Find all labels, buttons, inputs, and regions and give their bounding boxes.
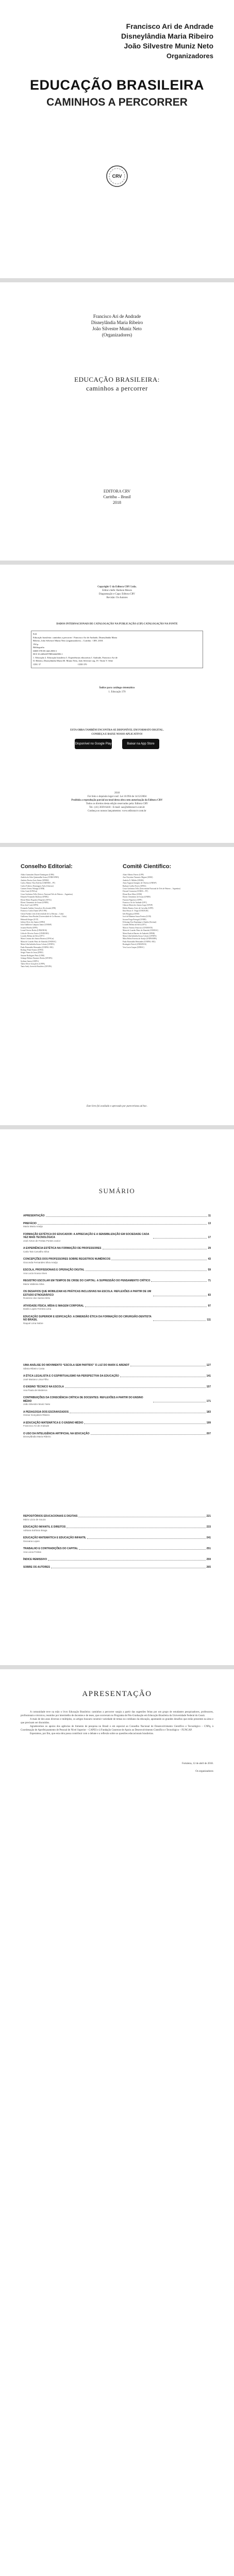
toc-entry-title: EDUCAÇÃO INFANTIL E DIREITOS bbox=[23, 1526, 66, 1529]
toc-entry-author: Disneylândia Maria Ribeiro bbox=[23, 1435, 51, 1438]
toc-entry-author: Francisco Ari de Andrade bbox=[23, 1425, 49, 1427]
editorial-council-title: Conselho Editorial: bbox=[21, 863, 73, 870]
legal-contact: Tel.: (41) 3039-6418 - E-mail: sac@editoracrv.com.br bbox=[89, 806, 145, 809]
toc-dot-leader bbox=[48, 1560, 206, 1561]
council-member: Gláucia Maria dos Santos Jorge (UFOP) bbox=[123, 904, 153, 907]
copyright-page bbox=[0, 565, 234, 843]
toc-entry[interactable] bbox=[23, 1214, 211, 1218]
presentation-page bbox=[0, 1669, 234, 2576]
council-page bbox=[0, 847, 234, 1125]
toc-entry-title: A PEDAGOGIA DOS ESCRAVIZADOS bbox=[23, 1410, 69, 1414]
presentation-paragraph: Agradecemos os apoios dos agências de fomento de pesquisa no Brasil e em especial ao Conselho Nacional de Desenvolvimento Científico e Tecnológico – CNPq, à Coordenação de Aperfeiçoamento de Pessoal de Nível Superior – CAPES e à Fundação Cearense de Apoio ao Desenvolvimento Científico e Tecnológico – FUNCAP. bbox=[21, 1725, 213, 1732]
publisher-name: EDITORA CRV bbox=[103, 489, 131, 494]
catalog-line: CDU 37 CDD 370 bbox=[33, 663, 87, 666]
toc-entry-author: Mário Lúcio de Souza bbox=[23, 1518, 46, 1521]
toc-entry-author: José Airton de Freitas Pontes Junior bbox=[23, 1239, 61, 1242]
legal-deposit: Foi feito o depósito legal conf. Lei 10.994 de 14/12/2004 bbox=[87, 795, 147, 798]
council-member: Elizeu Clementino de Souza (UNEB) bbox=[21, 902, 48, 904]
copyright-credits bbox=[21, 585, 213, 600]
toc-section-1 bbox=[23, 1214, 211, 1329]
toc-dot-leader bbox=[87, 1538, 205, 1539]
toc-entry-heading bbox=[23, 1566, 211, 1569]
council-member: Leonel Severo Rocha (UNISINOS) bbox=[21, 929, 47, 932]
toc-entry-page: 71 bbox=[208, 1279, 211, 1282]
catalog-line: 194 p. bbox=[33, 642, 39, 646]
council-member: Simone Rodrigues Pinto (UNB) bbox=[21, 954, 45, 957]
council-member: Rodrigo Pratte-Santos (UFES) bbox=[21, 948, 43, 951]
toc-entry-author: Marta Maria Araújo bbox=[23, 1225, 43, 1228]
council-member: Francisco Ari de Andrade (UFC) bbox=[123, 902, 147, 904]
council-member: Eduardo Fernandes Barbosa (UFMG) bbox=[21, 896, 49, 899]
toc-entry-author: Adriana Eufrásio Braga bbox=[23, 1529, 47, 1532]
council-member: Maria Lília Imbiriba Sousa Colares (UFOPA) bbox=[21, 943, 55, 946]
half-title-authors bbox=[0, 313, 234, 338]
toc-entry[interactable] bbox=[23, 1304, 211, 1311]
toc-entry-author: Sâmia Ribeiro Costa bbox=[23, 1367, 45, 1370]
toc-entry-title: FORMAÇÃO ESTÉTICA DO EDUCADOR: A APRECIAÇÃO E A SENSIBILIZAÇÃO EM SOCIEDADE CADA VEZ MAIS TECNOLÓGICA bbox=[23, 1232, 149, 1239]
council-member: Tania Suely Azevedo Brasileiro (UFOPA) bbox=[21, 965, 52, 968]
council-member: Lourdes Helena da Silva (UFV) bbox=[123, 924, 146, 926]
toc-dot-leader bbox=[86, 1270, 207, 1271]
toc-entry-page: 157 bbox=[206, 1385, 211, 1388]
half-title-publisher bbox=[0, 488, 234, 505]
half-title-author: João Silvestre Muniz Neto bbox=[92, 326, 142, 331]
toc-entry-author: Osmar Gonçalves Ribeiro bbox=[23, 1414, 50, 1416]
cover-author: João Silvestre Muniz Neto bbox=[124, 42, 213, 50]
presentation-title: APRESENTAÇÃO bbox=[82, 1690, 152, 1698]
toc-entry-page: 59 bbox=[208, 1268, 211, 1272]
scientific-committee-list bbox=[123, 874, 213, 949]
council-member: Cesar Gerônimo Tello (Univer. Nacional Três de Febrero – Argentina) bbox=[21, 893, 73, 895]
council-member: Carlos Alberto Vilar Estêvão (UMINHO – PT) bbox=[21, 882, 56, 885]
cover-author: Francisco Ari de Andrade bbox=[126, 22, 213, 30]
council-member: Francisco Carlos Duarte (PUC-PR) bbox=[21, 910, 47, 912]
council-member: Rosângela Fritsch (UNISINOS) bbox=[123, 943, 146, 946]
toc-entry-heading bbox=[23, 1396, 211, 1403]
presentation-paragraph: Esperamos, por fim, que esta obra possa contribuir com o debate e a reflexão sobre as questões educacionais brasileiras. bbox=[30, 1733, 154, 1735]
council-member: Míria Helen Ferreira de Araújo (UNIPAMPA) bbox=[123, 938, 157, 940]
toc-entry-author: Maria Valdenia Silva bbox=[23, 1282, 44, 1285]
council-member: Carmen Tereza Velanga (UNIR) bbox=[21, 888, 45, 890]
toc-entry-title: ATIVIDADE FÍSICA, MÍDIA E IMAGEM CORPORAL bbox=[23, 1304, 84, 1308]
toc-entry-author: Raquel Lima Nobre bbox=[23, 1321, 43, 1325]
council-member: Jussara Fraga Portugal (UNEB) bbox=[123, 918, 146, 921]
council-member: Gloria Fariñas León (Universidade de La Havana – Cuba) bbox=[21, 912, 64, 915]
toc-entry[interactable] bbox=[23, 1536, 211, 1543]
publisher-logo-icon bbox=[106, 165, 128, 188]
toc-entry-page: 199 bbox=[206, 1421, 211, 1425]
toc-entry-title: ÍNDICE REMISSIVO bbox=[23, 1558, 47, 1561]
toc-entry[interactable] bbox=[23, 1315, 211, 1326]
index-entry: 1. Educação 370 bbox=[108, 691, 126, 693]
toc-dot-leader bbox=[65, 1387, 206, 1388]
council-member: Kilwangy Kya Kapitango-a-Samba (Unemat) bbox=[123, 921, 157, 923]
toc-entry-page: 233 bbox=[206, 1526, 211, 1529]
council-member: Diosnel Centurion (UNIDA – PY) bbox=[123, 890, 148, 893]
toc-entry-title: O ENSINO TÉCNICO NA ESCOLA bbox=[23, 1385, 64, 1388]
catalog-line: II. Ribeiro, Disneylândia Maria III. Muniz Neto, João Silvestre org. IV. Título V. Série bbox=[33, 659, 113, 662]
toc-entry-page: 83 bbox=[208, 1293, 211, 1297]
toc-entry-page: 11 bbox=[208, 1214, 211, 1217]
toc-entry[interactable] bbox=[23, 1432, 211, 1439]
toc-entry-heading bbox=[23, 1233, 211, 1240]
copyright-line: Revisão: Os Autores bbox=[106, 597, 128, 599]
toc-entry[interactable] bbox=[23, 1279, 211, 1286]
publisher-logo-text: CRV bbox=[112, 174, 122, 179]
toc-entry-author: Geovana Lopes bbox=[23, 1539, 40, 1543]
cover-organizers-label: Organizadores bbox=[166, 52, 213, 60]
toc-entry-heading bbox=[23, 1290, 211, 1297]
toc-entry[interactable] bbox=[23, 1421, 211, 1428]
toc-entry-page: 141 bbox=[206, 1375, 211, 1378]
toc-entry-heading bbox=[23, 1214, 211, 1218]
cover-title: EDUCAÇÃO BRASILEIRA bbox=[29, 77, 204, 93]
toc-entry-heading bbox=[23, 1315, 211, 1322]
half-title-author: Francisco Ari de Andrade bbox=[93, 314, 141, 319]
council-member: Sydione Santos (UEPG) bbox=[21, 960, 39, 962]
catalog-line: 1. Educação 2. Educação brasileira 3. Experiências educativas I. Andrade, Francisco Ari de bbox=[33, 656, 118, 659]
council-member: Sérgio Nunes de Jesus (IFRO) bbox=[21, 952, 43, 954]
presentation-signature: Os organizadores bbox=[195, 1770, 213, 1773]
council-member: Eliane Rose Maio (UEM) bbox=[123, 893, 142, 895]
council-member: Elizeu Clementino de Souza (UNEB) bbox=[123, 896, 151, 899]
toc-entry[interactable] bbox=[23, 1247, 211, 1253]
council-member: Paulo Romualdo Hernandes (UNIFAL-MG) bbox=[21, 946, 54, 948]
council-member: Lourdes Helena da Silva (UFV) bbox=[21, 935, 44, 937]
council-member: Altair Alberto Fávero (UPF) bbox=[123, 874, 144, 876]
catalog-record bbox=[31, 631, 203, 668]
copyright-line: Editor-chefe: Railson Moura bbox=[102, 589, 132, 592]
scientific-committee-title: Comitê Científico: bbox=[123, 863, 172, 870]
legal-rights: Todos os direitos desta edição reservados pela: Editora CRV bbox=[86, 803, 148, 805]
toc-entry-page: 97 bbox=[208, 1304, 211, 1308]
toc-entry-author: João Silvestre Muniz Neto bbox=[23, 1403, 51, 1405]
council-member: Tadeu Oliver Gonçalves (UFPA) bbox=[21, 963, 45, 965]
cover-authors bbox=[121, 22, 213, 61]
toc-entry-page: 29 bbox=[208, 1247, 211, 1250]
toc-entry-title: PREFÁCIO bbox=[23, 1222, 37, 1225]
council-member: Barbara Coelho Neves (UFBA) bbox=[123, 885, 146, 887]
toc-entry[interactable] bbox=[23, 1566, 211, 1569]
publisher-year: 2018 bbox=[113, 500, 121, 505]
toc-entry-title: OS DESAFIOS QUE MOBILIZAM AS PRÁTICAS INCLUSIVAS NA ESCOLA: REFLEXÕES A PARTIR DE UM ESTUDO ETNOGRÁFICO bbox=[23, 1290, 152, 1297]
toc-entry-page: 207 bbox=[206, 1432, 211, 1435]
cover-author: Disneylândia Maria Ribeiro bbox=[121, 32, 213, 40]
council-member: João Adalberto Campato Junior (UNESP) bbox=[21, 924, 52, 926]
toc-entry[interactable] bbox=[23, 1515, 211, 1521]
toc-dot-leader bbox=[84, 1423, 205, 1424]
toc-entry-page: 259 bbox=[206, 1558, 211, 1561]
toc-entry-page: 183 bbox=[206, 1410, 211, 1414]
peer-review-note: Este livro foi avaliado e aprovado por pareceristas ad hoc. bbox=[86, 1105, 148, 1108]
catalog-line: DOI 10.24824/978854442983.1 bbox=[33, 653, 63, 655]
catalog-line: ISBN 978-85-444-2983-1 bbox=[33, 649, 57, 652]
council-member: Josania Portela (UFPI) bbox=[21, 926, 38, 929]
half-title-line: caminhos a percorrer bbox=[86, 384, 148, 392]
council-member: Vera Lucia Gaspar (UDESC) bbox=[123, 946, 144, 948]
index-title: Índice para catálogo sistemático bbox=[99, 687, 135, 689]
council-member: Solange Helena Ximenes-Rocha (UFOPA) bbox=[21, 957, 53, 960]
toc-dot-leader bbox=[46, 1216, 207, 1217]
toc-entry[interactable] bbox=[23, 1396, 211, 1406]
catalog-line: E24 bbox=[33, 633, 37, 635]
catalog-heading: DADOS INTERNACIONAIS DE CATALOGAÇÃO NA PUBLICAÇÃO (CIP) CATALOGAÇÃO NA FONTE bbox=[56, 623, 178, 625]
toc-entry-page: 221 bbox=[206, 1515, 211, 1518]
half-title-line: EDUCAÇÃO BRASILEIRA: bbox=[74, 376, 160, 383]
catalog-line: Ribeiro, João Silvestre Muniz Neto (organizadores) – Curitiba : CRV, 2018. bbox=[33, 639, 104, 642]
toc-entry-page: 127 bbox=[206, 1364, 211, 1367]
toc-entry-title: UMA ANÁLISE DO MOVIMENTO “ESCOLA SEM PARTIDO” À LUZ DO MARX E ARENDT bbox=[23, 1364, 130, 1367]
council-member: Helder Buenos Aires de Carvalho (UFPI) bbox=[123, 907, 154, 909]
legal-reproduction: Proibida a reprodução parcial ou total desta obra sem autorização da Editora CRV bbox=[71, 799, 163, 802]
toc-entry-title: ESCOLA, PROFISSIONAIS E OPERAÇÃO DIGITAL bbox=[23, 1268, 85, 1272]
toc-entry-title: CONCEPÇÕES DOS PROFESSORES SOBRE REGISTROS NUMÉRICOS bbox=[23, 1258, 111, 1261]
toc-entry-page: 241 bbox=[206, 1536, 211, 1539]
toc-entry-page: 43 bbox=[208, 1258, 211, 1261]
council-member: Ana Chrystina Venancio Mignot (UERJ) bbox=[123, 876, 153, 879]
toc-entry[interactable] bbox=[23, 1375, 211, 1381]
toc-entry-author: Rosirene dos Santos Brito bbox=[23, 1297, 51, 1299]
council-member: Maria de Lourdes Pinto de Almeida (UNOESC) bbox=[123, 929, 159, 932]
toc-entry[interactable] bbox=[23, 1233, 211, 1243]
toc-dot-leader bbox=[79, 1549, 205, 1550]
cover-title-block bbox=[0, 77, 234, 109]
council-member: Helmuth Krüger (UCP) bbox=[21, 918, 38, 921]
toc-entry-author: Carla Tais Carvalho Silva bbox=[23, 1250, 49, 1253]
summary-title: SUMÁRIO bbox=[98, 1187, 136, 1195]
council-member: Maria Lília Imbiriba Sousa Colares (UFOPA) bbox=[123, 935, 157, 937]
toc-entry-page: 111 bbox=[207, 1318, 211, 1321]
toc-entry-title: A ÉTICA LEGALISTA E O ESPIRITUALISMO NA PERSPECTIVA DA EDUCAÇÃO bbox=[23, 1375, 119, 1378]
toc-entry-title: SOBRE OS AUTORES bbox=[23, 1565, 50, 1569]
toc-dot-leader bbox=[153, 1320, 206, 1321]
toc-entry[interactable] bbox=[23, 1222, 211, 1229]
toc-entry-title: O USO DA INTELIGÊNCIA ARTIFICIAL NA EDUCAÇÃO bbox=[23, 1432, 90, 1435]
toc-section-2 bbox=[23, 1364, 211, 1443]
toc-entry-heading bbox=[23, 1558, 211, 1562]
toc-dot-leader bbox=[91, 1434, 206, 1435]
council-member: Maria de Lourdes Pinto de Almeida (UNOESC) bbox=[21, 940, 57, 943]
toc-entry-title: EDUCAÇÃO SUPERIOR E EDIFICAÇÃO: A DIMENSÃO ÉTICA DA FORMAÇÃO DO CIRURGIÃO-DENTISTA NO BRASIL bbox=[23, 1315, 152, 1321]
half-title-author: Disneylândia Maria Ribeiro bbox=[91, 320, 143, 325]
council-member: Antônio Pereira Gaio Júnior (UFRRJ) bbox=[21, 879, 49, 882]
legal-website: Conheça os nossos lançamentos: www.editoracrv.com.br bbox=[88, 810, 146, 812]
toc-entry[interactable] bbox=[23, 1364, 211, 1370]
half-title-heading bbox=[0, 375, 234, 393]
toc-entry[interactable] bbox=[23, 1385, 211, 1392]
council-member: Guillermo Arias Beatón (Universidade de La Havana – Cuba) bbox=[21, 916, 66, 918]
copyright-line: Diagramação e Capa: Editora CRV bbox=[98, 593, 136, 596]
council-member: Paulo Romualdo Hernandes (UNIFAL-MG) bbox=[123, 940, 156, 943]
toc-entry-page: 171 bbox=[206, 1399, 211, 1403]
toc-entry-page: 265 bbox=[206, 1565, 211, 1569]
council-member: Carlos Federico Dominguez Avila (Unieuro) bbox=[21, 885, 54, 887]
toc-entry-title: REGISTRO ESCOLAR EM TEMPOS DE CRISE DO CAPITAL: A SUPRESSÃO DO PENSAMENTO CRÍTICO bbox=[23, 1279, 151, 1282]
copyright-line: Copyright © da Editora CRV Ltda. bbox=[97, 586, 137, 588]
toc-dot-leader bbox=[38, 1224, 207, 1225]
cover-page bbox=[0, 0, 234, 278]
catalog-line: Bibliografia bbox=[33, 646, 44, 649]
editorial-council-list bbox=[21, 874, 111, 969]
legal-notice bbox=[21, 791, 213, 813]
app-store-button[interactable]: Baixar na App Store bbox=[122, 739, 159, 749]
presentation-body bbox=[21, 1710, 213, 1736]
toc-entry-author: Gioconda Fernandes Silva Araújo bbox=[23, 1261, 58, 1264]
toc-entry[interactable] bbox=[23, 1526, 211, 1532]
council-member: Inês Bragança (UERJ) bbox=[123, 912, 140, 915]
toc-entry-title: APRESENTAÇÃO bbox=[23, 1214, 45, 1217]
council-member: Elione Maria Nogueira Diogenes (UFAL) bbox=[21, 899, 52, 901]
toc-entry-title: EDUCAÇÃO MATEMÁTICA E EDUCAÇÃO INFANTIL bbox=[23, 1536, 87, 1539]
toc-entry[interactable] bbox=[23, 1290, 211, 1300]
toc-dot-leader bbox=[151, 1281, 207, 1282]
toc-entry-author: Ana Lúcia Freitas bbox=[23, 1550, 42, 1553]
council-member: Maria Eurácia Barreto de Andrade (UFRB) bbox=[123, 932, 155, 935]
digital-notice: ESTA OBRA TAMBÉM ENCONTRA-SE DISPONÍVEL EM FORMATO DIGITAL. bbox=[70, 729, 164, 732]
presentation-date: Fortaleza, 12 de abril de 2018. bbox=[182, 1762, 213, 1765]
council-member: Andréia N. Militão (UEMS) bbox=[123, 879, 144, 882]
presentation-paragraph: A mais de dez anos diversos e múltiplos, os artigos buscam construir variedade de temas no cotidiano da educação, apontando os grandes desafios que estão presentes na área e que precisam ser discutidos. bbox=[21, 1718, 213, 1724]
council-member: Aldira Guimarães Duarte Domínguez (UNB) bbox=[21, 874, 54, 876]
council-member: Cesar Gerônimo Tello (Universidad Nacional de Três de Febrero – Argentina) bbox=[123, 888, 180, 890]
half-title-organizers: (Organizadores) bbox=[102, 332, 132, 337]
council-member: Andréia da Silva Quintanilha Sousa (UNIR/UFRN) bbox=[21, 876, 59, 879]
council-member: Fernando Antônio Gonçalves Alcoforado (IPB) bbox=[21, 907, 56, 909]
toc-entry[interactable] bbox=[23, 1268, 211, 1275]
council-member: Ilma Passos A. Veiga (UNICEUB) bbox=[123, 910, 148, 912]
toc-entry-author: José Mariano Lima Filho bbox=[23, 1378, 49, 1381]
toc-entry-page: 17 bbox=[208, 1236, 211, 1239]
council-member: Anna Augusta Sampaio de Oliveira (UNESP) bbox=[123, 882, 157, 885]
legal-year: 2018 bbox=[114, 792, 120, 794]
toc-entry-author: Ana Lucia Sousa Alves bbox=[23, 1272, 47, 1275]
toc-entry-title: CONTRIBUIÇÕES DA CONSCIÊNCIA CRÍTICA DE DOCENTES: REFLEXÕES A PARTIR DO ENSINO MÉDIO bbox=[23, 1396, 143, 1403]
council-member: José de Ribamar Sousa Pereira (UCB) bbox=[123, 916, 151, 918]
toc-dot-leader bbox=[153, 1238, 207, 1239]
toc-entry[interactable] bbox=[23, 1558, 211, 1562]
google-play-button[interactable]: Disponível no Google Play bbox=[75, 739, 112, 749]
toc-entry[interactable] bbox=[23, 1411, 211, 1417]
summary-page bbox=[0, 1129, 234, 1665]
half-title-page bbox=[0, 282, 234, 561]
toc-entry-author: Ana Paula de Medeiros bbox=[23, 1388, 47, 1392]
toc-entry-page: 251 bbox=[206, 1547, 211, 1550]
council-member: Marcos Vinicius Francisco (UNOESTE) bbox=[123, 926, 153, 929]
catalog-line: Educação brasileira: caminhos a percorrer / Francisco Ari de Andrade, Disneylândia Maria bbox=[33, 636, 118, 639]
cover-subtitle: CAMINHOS A PERCORRER bbox=[46, 96, 188, 108]
toc-entry-title: A EDUCAÇÃO MATEMÁTICA E O ENSINO MÉDIO bbox=[23, 1421, 83, 1425]
publisher-city: Curitiba – Brasil bbox=[103, 495, 131, 499]
council-member: Fauston Negreiros (UFPI) bbox=[123, 899, 142, 901]
toc-section-3 bbox=[23, 1515, 211, 1573]
toc-entry-title: REPOSITÓRIOS EDUCACIONAIS E DIGITAIS bbox=[23, 1515, 78, 1518]
council-member: Celso Conti (UFSCar) bbox=[21, 890, 38, 893]
council-member: Lídia de Oliveira Xavier (UNIEURO) bbox=[21, 932, 49, 935]
council-member: Élsio José Corá (UFFS) bbox=[21, 904, 39, 907]
toc-entry-title: TRABALHO E CONTRADIÇÕES DO CAPITAL bbox=[23, 1547, 78, 1550]
council-member: Maria Cristina dos Santos Bezerra (UFSCar) bbox=[21, 938, 54, 940]
council-member: Jailson Alves dos Santos (UFRJ) bbox=[21, 921, 45, 923]
app-notice: CONHEÇA E BAIXE NOSSO APLICATIVO! bbox=[91, 733, 143, 736]
presentation-paragraph: A comunidade teve na mão o livro Educação Brasileira: caminhos a percorrer surgiu a partir das sugestões feitas por um grupo de estudantes pesquisadores, professores, profissionais e técnicos, reunidos por intermédio de docentes e de teses, que ocorreram no Programa de Pós-Graduação em Educação Brasileira da Universidade Federal do Ceará. bbox=[21, 1711, 213, 1717]
toc-entry-author: Danilo Lopes Ferreira Lima bbox=[23, 1308, 52, 1310]
toc-entry[interactable] bbox=[23, 1258, 211, 1264]
toc-entry-page: 13 bbox=[208, 1222, 211, 1225]
toc-entry-title: A EXPERIÊNCIA ESTÉTICA NA FORMAÇÃO DE PROFESSORES bbox=[23, 1247, 102, 1250]
toc-entry[interactable] bbox=[23, 1547, 211, 1554]
